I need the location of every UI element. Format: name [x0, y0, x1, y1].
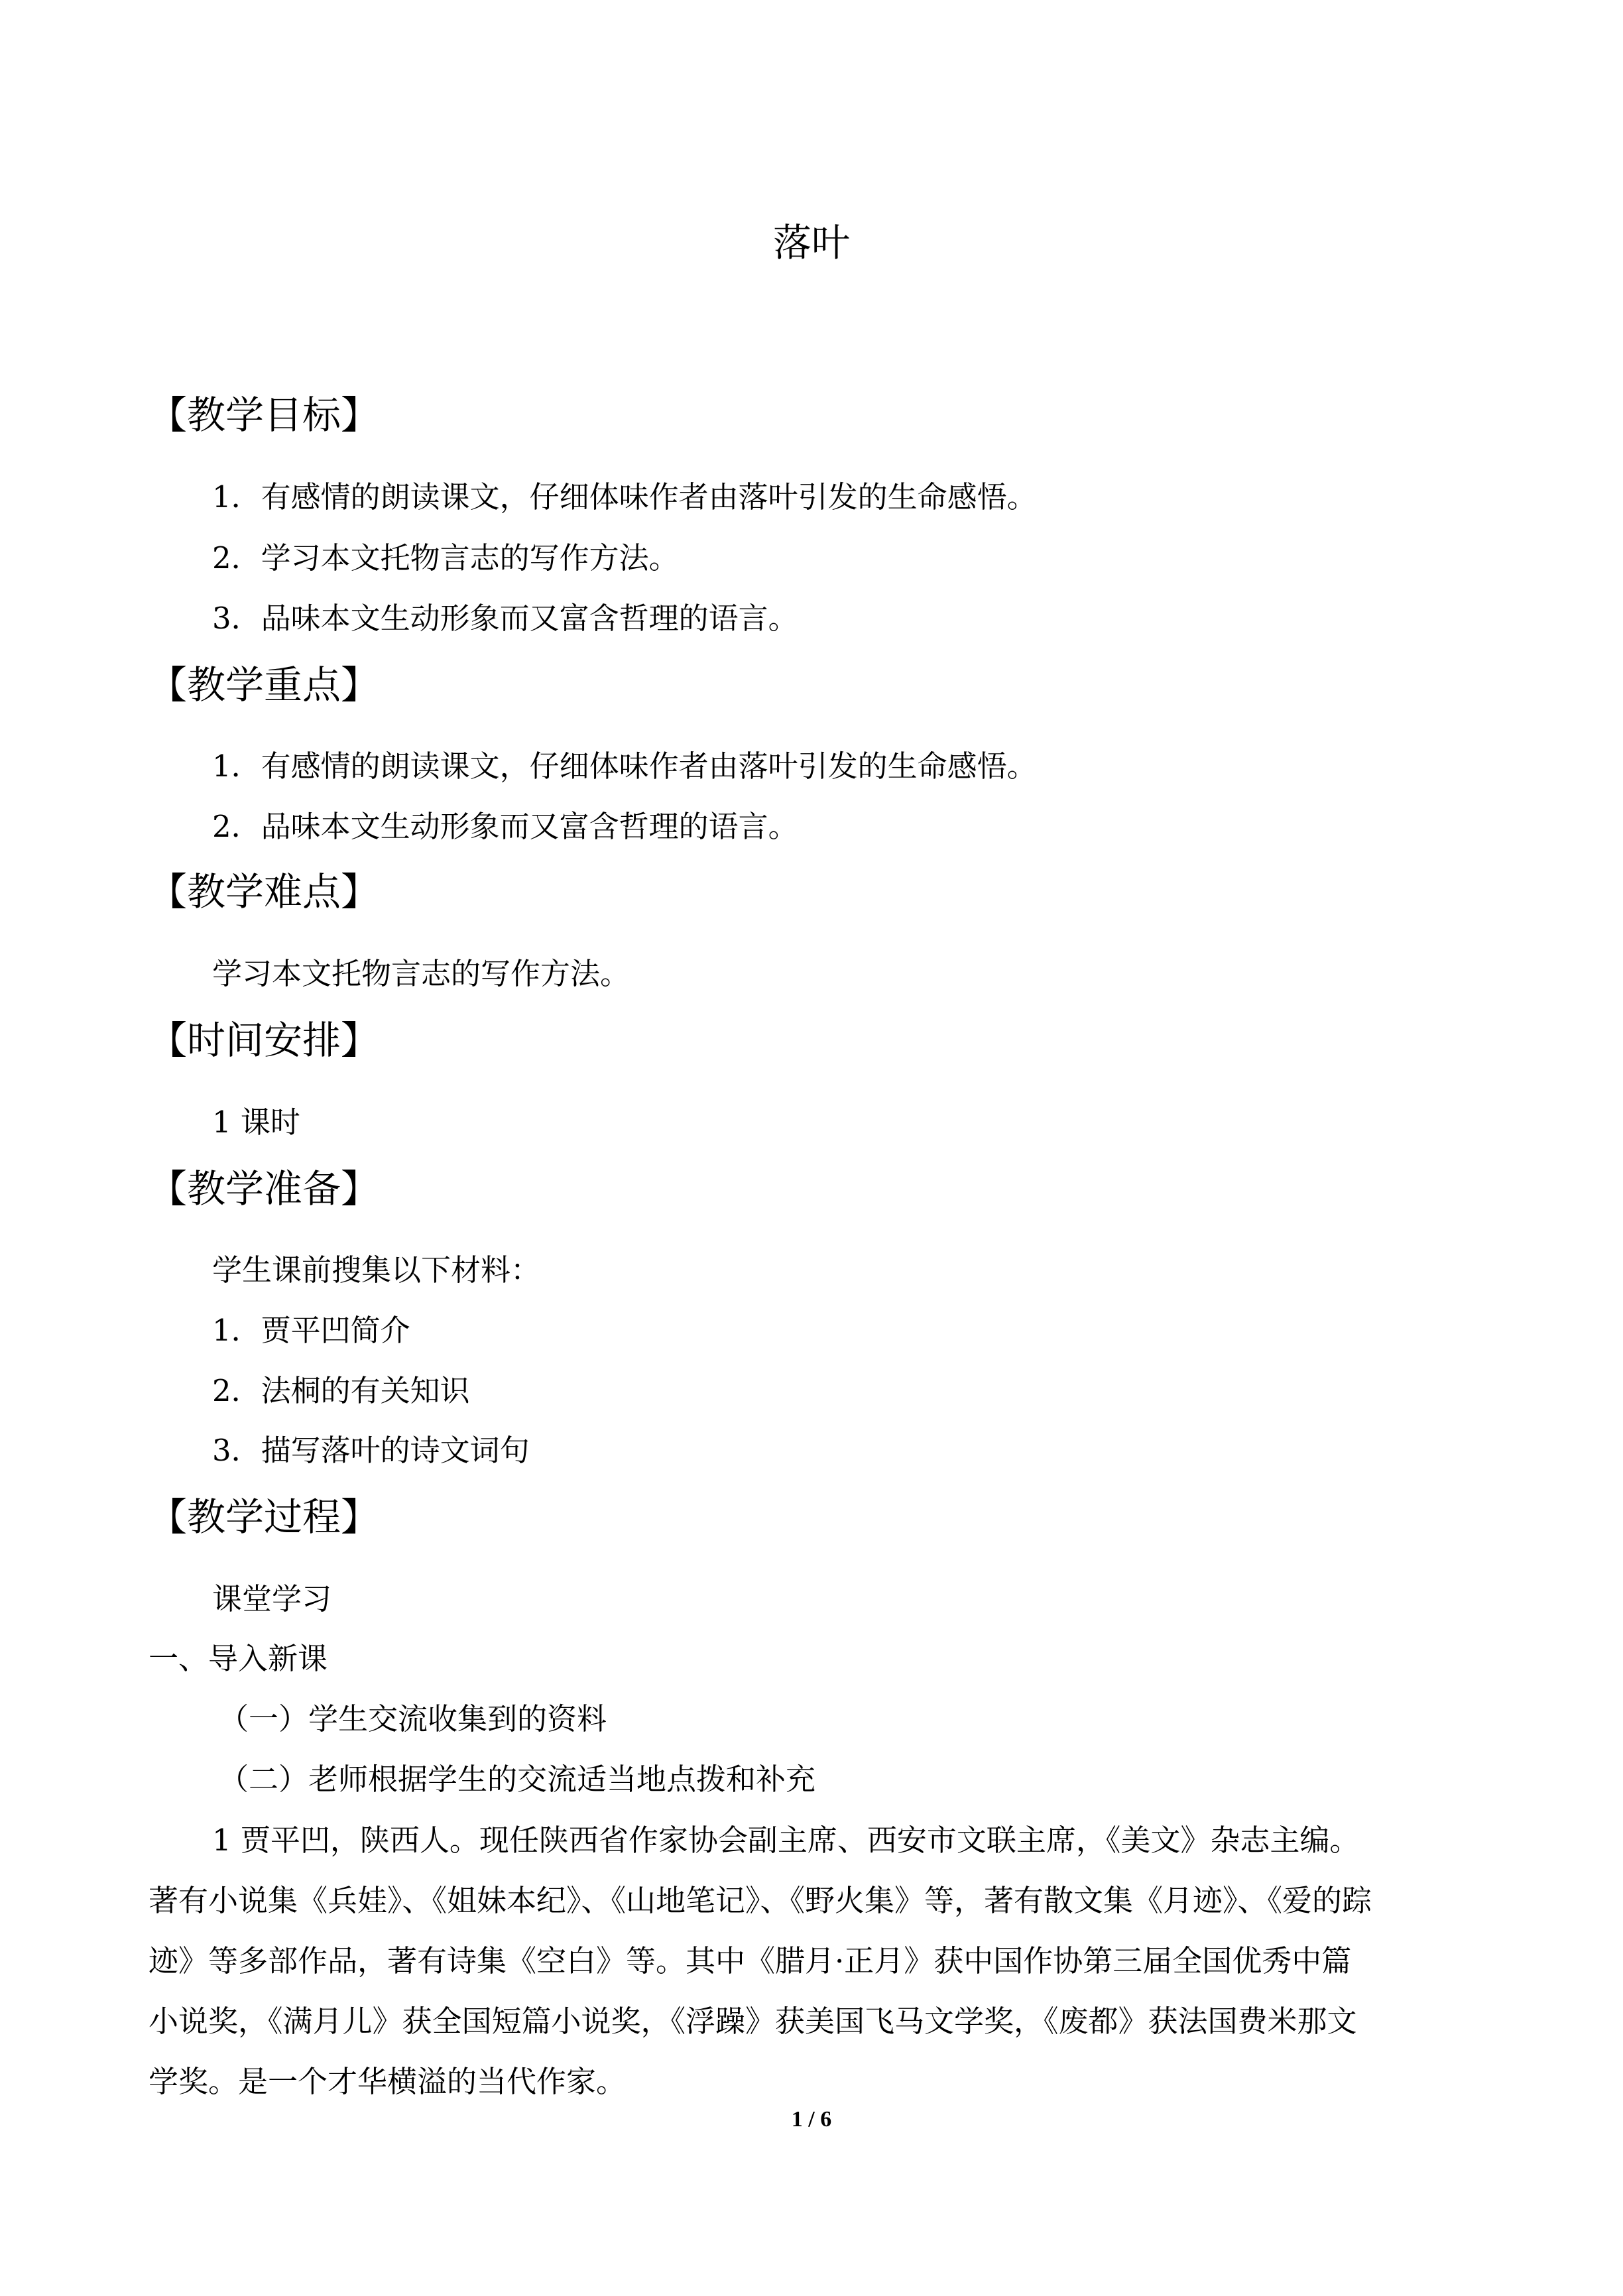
- heading-preparation: 【教学准备】: [149, 1166, 380, 1211]
- page-title: 落叶: [772, 220, 850, 265]
- process-part-heading: 一、导入新课: [149, 1641, 328, 1676]
- paragraph-line: 1 贾平凹，陕西人。现任陕西省作家协会副主席、西安市文联主席，《美文》杂志主编。: [212, 1823, 1360, 1858]
- process-step: （二）老师根据学生的交流适当地点拨和补充: [219, 1762, 816, 1797]
- key-point-item: 2．品味本文生动形象而又富含哲理的语言。: [212, 809, 798, 844]
- paragraph-line: 著有小说集《兵娃》、《姐妹本纪》、《山地笔记》、《野火集》等，著有散文集《月迹》、《爱的踪: [149, 1883, 1372, 1918]
- paragraph-line: 学奖。是一个才华横溢的当代作家。: [149, 2064, 627, 2099]
- difficulty-text: 学习本文托物言志的写作方法。: [212, 956, 631, 991]
- goal-item: 3．品味本文生动形象而又富含哲理的语言。: [212, 601, 798, 636]
- goal-item: 1．有感情的朗读课文，仔细体味作者由落叶引发的生命感悟。: [212, 479, 1037, 514]
- paragraph-line: 小说奖，《满月儿》获全国短篇小说奖，《浮躁》获美国飞马文学奖，《废都》获法国费米那文: [149, 2004, 1357, 2039]
- preparation-item: 3．描写落叶的诗文词句: [212, 1433, 530, 1468]
- key-point-item: 1．有感情的朗读课文，仔细体味作者由落叶引发的生命感悟。: [212, 749, 1037, 784]
- schedule-text: 1 课时: [212, 1105, 300, 1140]
- heading-schedule: 【时间安排】: [149, 1018, 380, 1063]
- paragraph-line: 迹》等多部作品，著有诗集《空白》等。其中《腊月·正月》获中国作协第三届全国优秀中篇: [149, 1943, 1352, 1978]
- preparation-intro: 学生课前搜集以下材料：: [212, 1252, 541, 1288]
- heading-process: 【教学过程】: [149, 1494, 380, 1540]
- preparation-item: 1．贾平凹简介: [212, 1313, 410, 1348]
- heading-key-points: 【教学重点】: [149, 662, 380, 707]
- preparation-item: 2．法桐的有关知识: [212, 1373, 470, 1408]
- process-subtitle: 课堂学习: [212, 1581, 332, 1616]
- heading-teaching-goals: 【教学目标】: [149, 393, 380, 438]
- goal-item: 2．学习本文托物言志的写作方法。: [212, 540, 679, 575]
- process-step: （一）学生交流收集到的资料: [219, 1701, 607, 1736]
- heading-difficulties: 【教学难点】: [149, 869, 380, 914]
- page-number: 1 / 6: [791, 2107, 832, 2132]
- author-intro-paragraph: [149, 1810, 1474, 2112]
